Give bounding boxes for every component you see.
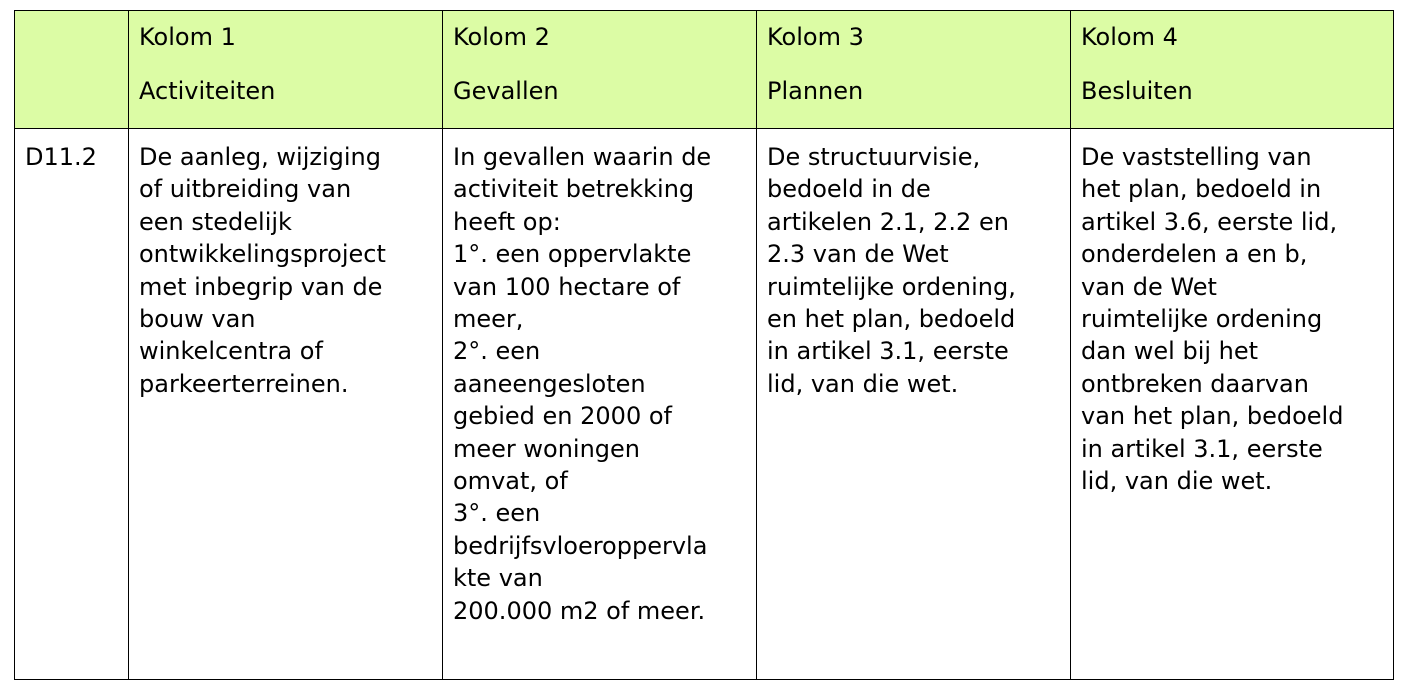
- kolom-4-title: Kolom 4: [1081, 23, 1178, 51]
- kolom-2-label: Gevallen: [453, 77, 559, 106]
- kolom-4-label: Besluiten: [1081, 77, 1193, 106]
- regulation-table: [14, 10, 1394, 680]
- row-code-cell: [15, 129, 129, 680]
- row-code: D11.2: [25, 143, 97, 171]
- kolom-1-title: Kolom 1: [139, 23, 236, 51]
- header-cell-kolom-3: [757, 11, 1071, 129]
- besluiten-cell: [1071, 129, 1394, 680]
- kolom-2-title: Kolom 2: [453, 23, 550, 51]
- gevallen-cell: [443, 129, 757, 680]
- activiteiten-text: De aanleg, wijziging of uitbreiding van een stedelijk ontwikkelingsproject met inbegrip van de bouw van winkelcentra of parkeerterreinen.: [139, 143, 386, 398]
- kolom-3-label: Plannen: [767, 77, 864, 106]
- kolom-3-title: Kolom 3: [767, 23, 864, 51]
- gevallen-text: In gevallen waarin de activiteit betrekking heeft op: 1°. een oppervlakte van 100 hectare of meer, 2°. een aaneengesloten gebied en 2000 of meer woningen omvat, of 3°. een bedrijfsvloeroppervla kte van 200.000 m2 of meer.: [453, 143, 712, 625]
- plannen-cell: [757, 129, 1071, 680]
- besluiten-text: De vaststelling van het plan, bedoeld in artikel 3.6, eerste lid, onderdelen a en b, van de Wet ruimtelijke ordening dan wel bij het ontbreken daarvan van het plan, bedoeld in artikel 3.1, eerste lid, van die wet.: [1081, 143, 1344, 496]
- header-row: [15, 11, 1394, 129]
- header-cell-kolom-2: [443, 11, 757, 129]
- table-row: [15, 129, 1394, 680]
- kolom-1-label: Activiteiten: [139, 77, 276, 106]
- header-cell-kolom-1: [129, 11, 443, 129]
- header-cell-kolom-4: [1071, 11, 1394, 129]
- activiteiten-cell: [129, 129, 443, 680]
- header-empty-cell: [15, 11, 129, 129]
- plannen-text: De structuurvisie, bedoeld in de artikelen 2.1, 2.2 en 2.3 van de Wet ruimtelijke ordening, en het plan, bedoeld in artikel 3.1, eerste lid, van die wet.: [767, 143, 1016, 398]
